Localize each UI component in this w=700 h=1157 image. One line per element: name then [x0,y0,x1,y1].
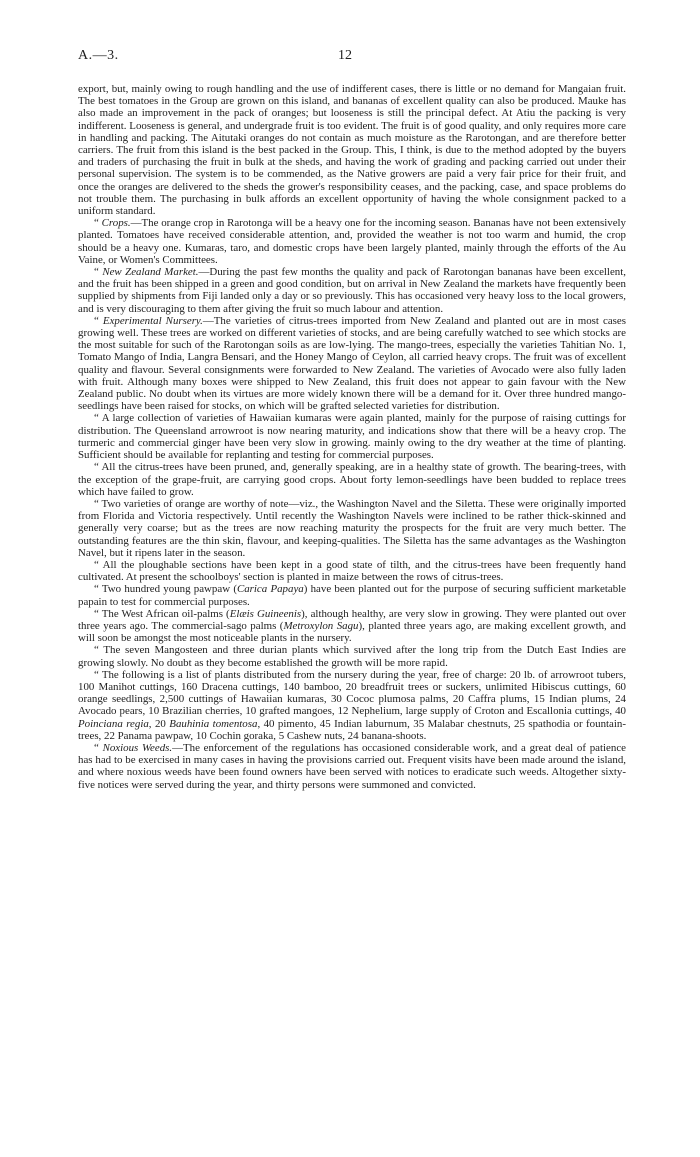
paragraph-text: A large collection of varieties of Hawaiian kumaras were again planted, mainly for the purpose of raising cuttings for distribution. The Queensland arrowroot is now nearing maturity, and indications show that there will be a heavy crop. The turmeric and commercial ginger have been very slow in growing. mainly owing to the dry weather at the time of planting. Sufficient should be available for replanting and testing for commercial purposes. [78,412,626,462]
paragraph-text: ) have been planted out for the purpose of securing sufficient marketable papain to test for commercial purposes. [78,583,626,608]
paragraph-text: , 20 [148,717,170,730]
paragraph-text: —The varieties of citrus-trees imported from New Zealand and planted out are in most cases growing well. These trees are worked on different varieties of stocks, and are being carefully watched to see which stocks are the most suitable for such of the Rarotongan soils as are low-lying. The mango-trees, especially the varieties Tahitian No. 1, Tomato Mango of India, Langra Bensari, and the Honey Mango of Ceylon, all carried heavy crops. The fruit was of excellent quality and flavour. Several consignments were forwarded to New Zealand. The varieties of Avocado were also fully laden with fruit. Although many boxes were shipped to New Zealand, this fruit does not appear to gain favour with the New Zealand public. No doubt when its virtues are more widely known there will be a demand for it. Over three hundred mango-seedlings have been raised for stocks, on which will be grafted selected varieties for distribution. [78,314,626,413]
document-reference: A.—3. [78,48,119,63]
paragraph-mangosteen [78,644,626,668]
species-name: Elæis Guineenis [229,607,302,620]
paragraph-citrus-pruned [78,461,626,498]
paragraph-orange-varieties [78,498,626,559]
paragraph-text: —During the past few months the quality and pack of Rarotongan bananas have been excellent, and the fruit has been shipped in a green and good condition, but on arrival in New Zealand the markets have frequently been supplied by shipments from Fiji landed only a day or so previously. This has occasioned very heavy loss to the local growers, and is very discouraging to them after giving the fruit so much labour and attention. [78,266,626,315]
section-heading-crops: Crops. [101,217,131,230]
paragraph-text: All the citrus-trees have been pruned, and, generally speaking, are in a healthy state of growth. The bearing-trees, with the exception of the grape-fruit, are carrying good crops. About forty lemon-seedlings have been budded to replace trees which have failed to grow. [78,461,626,498]
paragraph-plant-list [78,669,626,742]
open-quote: “ [94,266,103,279]
paragraph-experimental-nursery [78,315,626,413]
paragraph-text: —The enforcement of the regulations has occasioned considerable work, and a great deal of patience has had to be exercised in many cases in having the provisions carried out. Frequent visits have been made around the island, and where noxious weeds have been found owners have been served with notices to eradicate such weeds. Altogether sixty-five notices were served during the year, and thirty persons were summoned and convicted. [78,741,626,791]
open-quote: “ [94,607,102,620]
open-quote: “ [94,741,103,754]
paragraph-text: ), although healthy, are very slow in growing. They were planted out over three years ago. The commercial-sago palms ( [78,607,626,632]
section-heading-experimental-nursery: Experimental Nursery. [102,314,203,327]
paragraph-crops [78,217,626,266]
paragraph-text: export, but, mainly owing to rough handling and the use of indifferent cases, there is little or no demand for Mangaian fruit. The best tomatoes in the Group are grown on this island, and bananas of excellent quality can also be produced. Mauke has also made an improvement in the pack of oranges; but looseness is still the principal defect. At Atiu the packing is very indifferent. Looseness is general, and undergrade fruit is too evident. The fruit is of good quality, and only requires more care in handling and packing. The Aitutaki oranges do not contain as much moisture as the Rarotongan, and are therefore better carriers. The fruit from this island is the best packed in the Group. This, I think, is due to the method adopted by the buyers and traders of purchasing the fruit in bulk at the sheds, and having the work of grading and packing carried out under their personal supervision. The system is to be commended, as the Native growers are paid a very fair price for their fruit, and once the oranges are delivered to the sheds the grower's responsibility ceases, and the packing, case, and space problems do not trouble them. The purchasing in bulk affords an excellent opportunity of having the whole consignment packed to a uniform standard. [78,83,626,218]
species-name: Bauhinia tomentosa [169,717,258,730]
open-quote: “ [94,668,102,681]
paragraph-text: The following is a list of plants distributed from the nursery during the year, free of charge: 20 lb. of arrowroot tubers, 100 Manihot cuttings, 160 Dracena cuttings, 140 bamboo, 20 breadfruit trees or suckers, unlimited Hibiscus cuttings, 60 orange seedlings, 2,500 cuttings of Hawaiian kumaras, 30 Cococ plumosa palms, 20 Caffra plums, 15 Indian plums, 24 Avocado pears, 10 Brazilian cherries, 10 grafted mangoes, 12 Nephelium, large supply of Croton and Escallonia cuttings, 40 [78,668,626,718]
paragraph-text: The West African oil-palms ( [101,607,230,620]
paragraph-kumaras [78,412,626,461]
species-name: Poinciana regia [78,717,149,730]
open-quote: “ [94,583,102,596]
open-quote: “ [94,314,103,327]
open-quote: “ [94,558,103,571]
paragraph-text: Two hundred young pawpaw ( [101,583,237,596]
paragraph-nz-market [78,266,626,315]
body-text [78,83,626,791]
paragraph-text: ), planted three years ago, are making excellent growth, and will soon be amongst the most noticeable plants in the nursery. [78,619,626,645]
paragraph-export [78,83,626,217]
open-quote: “ [94,412,102,425]
paragraph-ploughable [78,559,626,583]
paragraph-pawpaw [78,583,626,607]
paragraph-text: , 40 pimento, 45 Indian laburnum, 35 Malabar chestnuts, 25 spathodia or fountain-trees, 22 Panama pawpaw, 10 Cochin goraka, 5 Cashew nuts, 24 banana-shoots. [78,717,626,742]
section-heading-noxious-weeds: Noxious Weeds. [102,741,173,754]
page-header [78,48,626,68]
paragraph-text: Two varieties of orange are worthy of note—viz., the Washington Navel and the Siletta. These were originally imported from Florida and Victoria respectively. Until recently the Washington Navels were inclined to be rather thick-skinned and generally very coarse; but as the trees are now reaching maturity the prospects for the fruit are very much better. The outstanding features are the thin skin, flavour, and keeping-qualities. The Siletta has the same advantages as the Washington Navel, but it ripens later in the season. [78,497,626,559]
open-quote: “ [94,497,102,510]
species-name: Metroxylon Sagu [283,619,359,632]
paragraph-noxious-weeds [78,742,626,791]
paragraph-text: All the ploughable sections have been kept in a good state of tilth, and the citrus-trees have been frequently hand cultivated. At present the schoolboys' section is planted in maize between the rows of citrus-trees. [78,558,626,584]
open-quote: “ [94,644,104,657]
paragraph-text: The seven Mangosteen and three durian plants which survived after the long trip from the Dutch East Indies are growing slowly. No doubt as they become established the growth will be more rapid. [78,644,626,669]
open-quote: “ [94,461,102,474]
open-quote: “ [94,217,102,230]
section-heading-nz-market: New Zealand Market. [102,266,199,279]
species-name: Carica Papaya [236,583,304,596]
page-number: 12 [338,48,352,63]
paragraph-palms [78,608,626,645]
paragraph-text: —The orange crop in Rarotonga will be a heavy one for the incoming season. Bananas have not been extensively planted. Tomatoes have received considerable attention, and, provided the weather is not too warm and humid, the crop should be a heavy one. Kumaras, taro, and domestic crops have been largely planted, mainly through the efforts of the Au Vaine, or Women's Committees. [78,217,627,266]
